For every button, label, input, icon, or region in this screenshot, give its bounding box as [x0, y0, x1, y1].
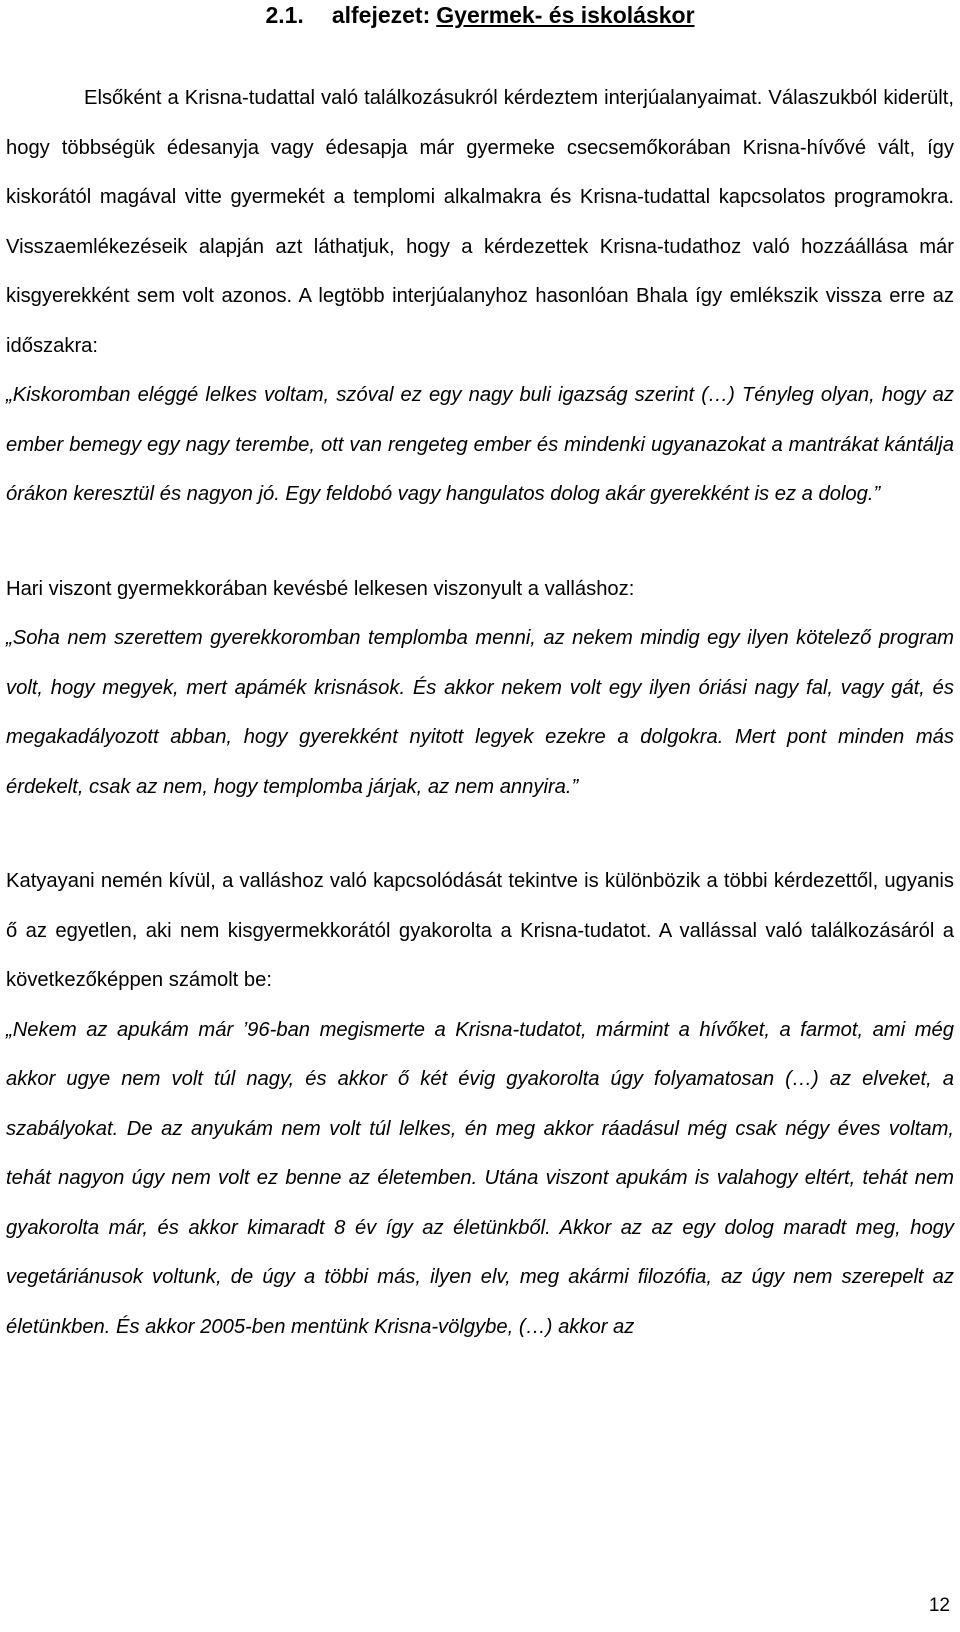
section-title: Gyermek- és iskoláskor — [436, 2, 695, 28]
section-number: 2.1. — [265, 2, 304, 28]
section-heading — [6, 0, 954, 30]
interview-quote: „Nekem az apukám már ’96-ban megismerte a Krisna-tudatot, mármint a hívőket, a farmot, ami még akkor ugye nem volt túl nagy, és akkor ő két évig gyakorolta úgy folyamatosan (…) az elveket, a szabályokat. De az anyukám nem volt túl lelkes, én meg akkor ráadásul még csak négy éves voltam, tehát nagyon úgy nem volt ez benne az életemben. Utána viszont apukám is valahogy eltért, tehát nem gyakorolta már, és akkor kimaradt 8 év így az életünkből. Akkor az az egy dolog maradt meg, hogy vegetáriánusok voltunk, de úgy a többi más, ilyen elv, meg akármi filozófia, az úgy nem szerepelt az életünkben. És akkor 2005-ben mentünk Krisna-völgybe, (…) akkor az — [6, 1018, 954, 1338]
page-number: 12 — [928, 1595, 950, 1616]
paragraph-intro: Elsőként a Krisna-tudattal való találkozásukról kérdeztem interjúalanyaimat. Válaszukból kiderült, hogy többségük édesanyja vagy édesapja már gyermeke csecsemőkorában Krisna-hívővé vált, így kiskorától magával vitte gyermekét a templomi alkalmakra és Krisna-tudattal kapcsolatos programokra. Visszaemlékezéseik alapján azt láthatjuk, hogy a kérdezettek Krisna-tudathoz való hozzáállása már kisgyerekként sem volt azonos. A legtöbb interjúalanyhoz hasonlóan Bhala így emlékszik vissza erre az időszakra: — [6, 87, 954, 357]
paragraph-gap — [6, 520, 954, 565]
paragraph-intro: Katyayani nemén kívül, a valláshoz való kapcsolódását tekintve is különbözik a többi kérdezettől, ugyanis ő az egyetlen, aki nem kisgyermekkorától gyakorolta a Krisna-tudatot. A vallással való találkozásáról a következőképpen számolt be: — [6, 870, 954, 991]
paragraph-intro: Hari viszont gyermekkorában kevésbé lelkesen viszonyult a valláshoz: — [6, 577, 635, 600]
interview-quote: „Soha nem szerettem gyerekkoromban templomba menni, az nekem mindig egy ilyen kötelező program volt, hogy megyek, mert apámék krisnások. És akkor nekem volt egy ilyen óriási nagy fal, vagy gát, és megakadályozott abban, hogy gyerekként nyitott legyek ezekre a dolgokra. Mert pont minden más érdekelt, csak az nem, hogy templomba járjak, az nem annyira.” — [6, 627, 954, 798]
interview-quote: „Kiskoromban eléggé lelkes voltam, szóval ez egy nagy buli igazság szerint (…) Tényleg olyan, hogy az ember bemegy egy nagy terembe, ott van rengeteg ember és mindenki ugyanazokat a mantrákat kántálja órákon keresztül és nagyon jó. Egy feldobó vagy hangulatos dolog akár gyerekként is ez a dolog.” — [6, 384, 954, 505]
document-page — [6, 0, 954, 1632]
paragraph-gap — [6, 812, 954, 857]
section-prefix: alfejezet: — [331, 2, 431, 28]
